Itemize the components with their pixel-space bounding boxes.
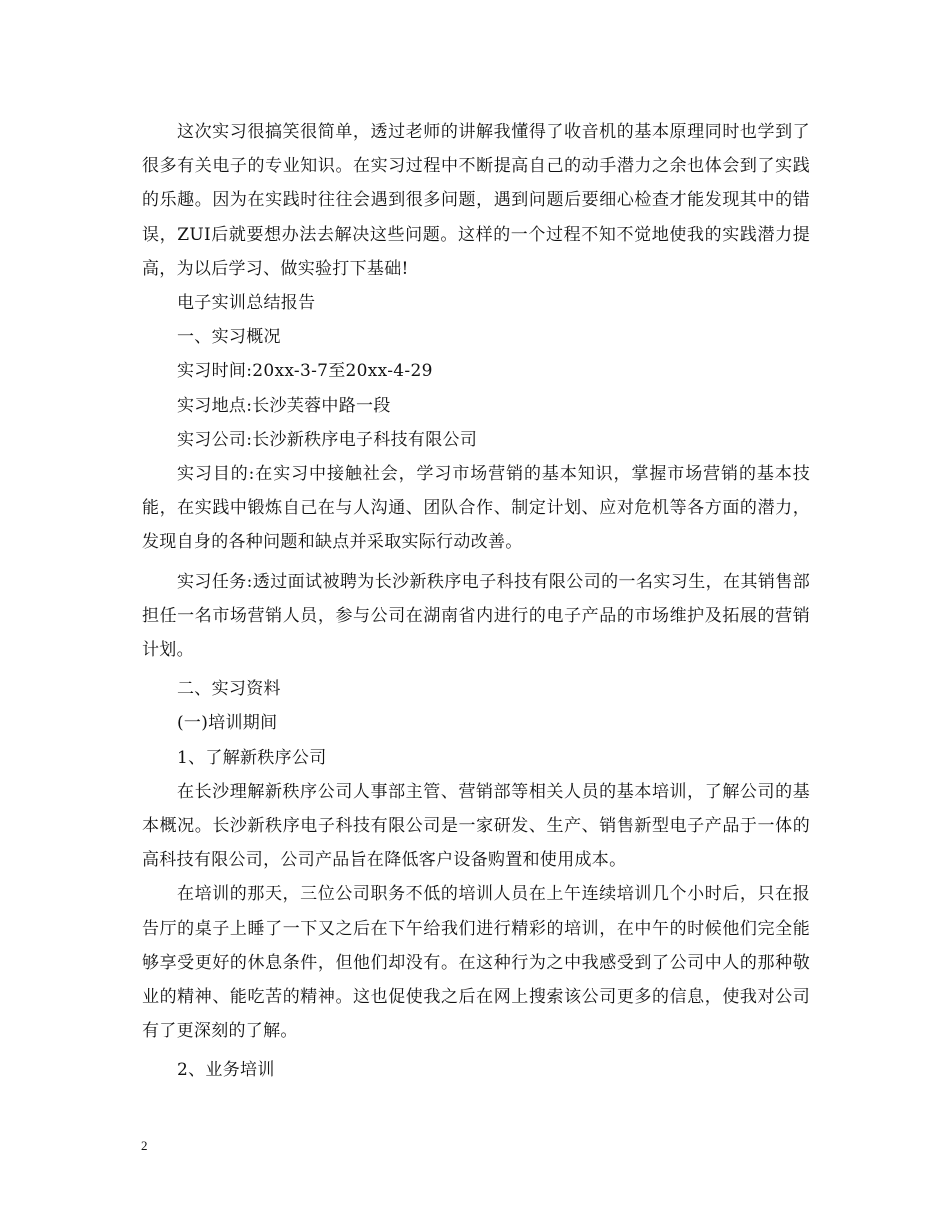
internship-task: 实习任务:透过面试被聘为长沙新秩序电子科技有限公司的一名实习生，在其销售部担任一名市场营销人员，参与公司在湖南省内进行的电子产品的市场维护及拓展的营销计划。 [142,571,810,661]
item-heading-business-training: 2、业务培训 [177,1060,275,1081]
paragraph-training-day: 在培训的那天，三位公司职务不低的培训人员在上午连续培训几个小时后，只在报告厅的桌子上睡了一下又之后在下午给我们进行精彩的培训，在中午的时候他们完全能够享受更好的休息条件，但他们却没有。在这种行为之中我感受到了公司中人的那种敬业的精神、能吃苦的精神。这也促使我之后在网上搜索该公司更多的信息，使我对公司有了更深刻的了解。 [142,884,810,1042]
internship-purpose: 实习目的:在实习中接触社会，学习市场营销的基本知识，掌握市场营销的基本技能，在实践中锻炼自己在与人沟通、团队合作、制定计划、应对危机等各方面的潜力，发现自身的各种问题和缺点并采取实际行动改善。 [142,464,810,553]
internship-time: 实习时间:20xx-3-7至20xx-4-29 [177,361,433,382]
paragraph-company-overview: 在长沙理解新秩序公司人事部主管、营销部等相关人员的基本培训，了解公司的基本概况。长沙新秩序电子科技有限公司是一家研发、生产、销售新型电子产品于一体的高科技有限公司，公司产品旨在降低客户设备购置和使用成本。 [142,781,810,871]
page-number: 2 [141,1138,148,1153]
report-title: 电子实训总结报告 [177,293,316,314]
subsection-training-period: (一)培训期间 [177,713,278,734]
paragraph-practice-reflection: 这次实习很搞笑很简单，透过老师的讲解我懂得了收音机的基本原理同时也学到了很多有关电子的专业知识。在实习过程中不断提高自己的动手潜力之余也体会到了实践的乐趣。因为在实践时往往会遇到很多问题，遇到问题后要细心检查才能发现其中的错误，ZUI后就要想办法去解决这些问题。这样的一个过程不知不觉地使我的实践潜力提高，为以后学习、做实验打下基础! [142,122,810,279]
document-body [142,115,810,1088]
internship-company: 实习公司:长沙新秩序电子科技有限公司 [177,429,478,450]
section-heading-materials: 二、实习资料 [177,679,281,700]
section-heading-overview: 一、实习概况 [177,327,281,348]
item-heading-understand-company: 1、了解新秩序公司 [177,747,327,768]
internship-location: 实习地点:长沙芙蓉中路一段 [177,395,391,416]
